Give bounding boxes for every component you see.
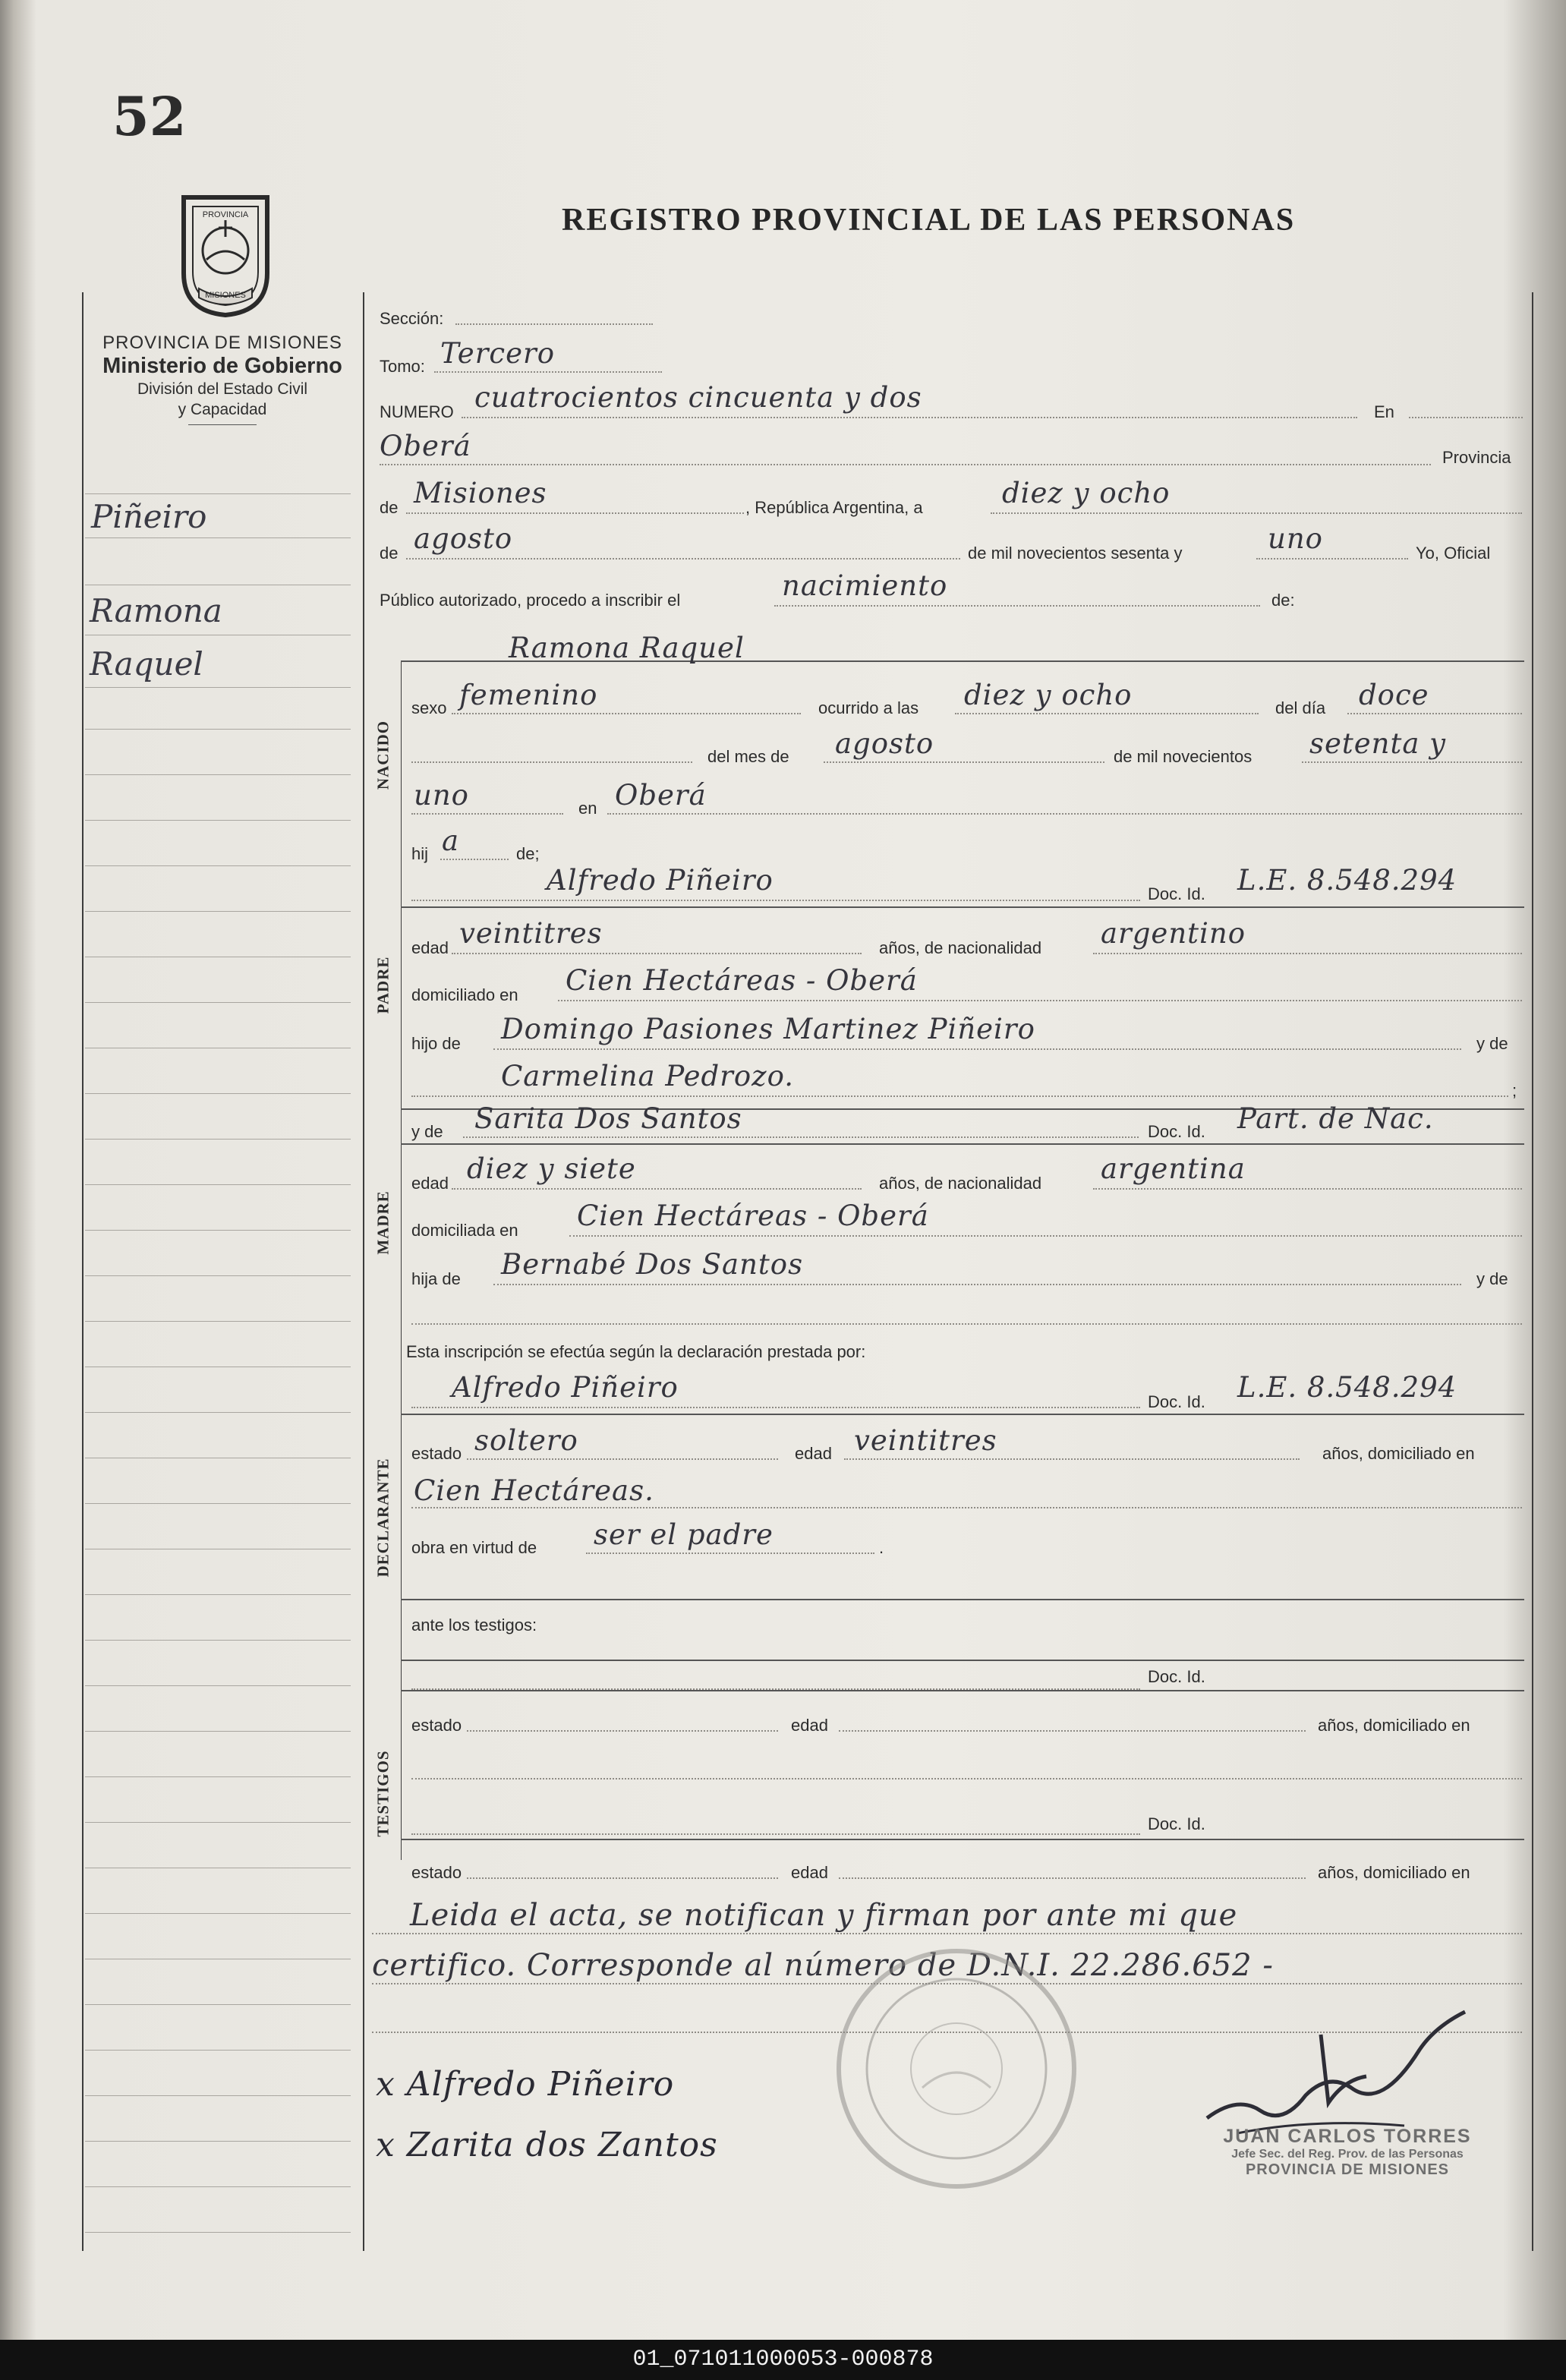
- declarante-obra-line: [586, 1553, 874, 1554]
- declarante-doc-value: L.E. 8.548.294: [1237, 1371, 1457, 1404]
- margin-rule: [85, 865, 351, 866]
- declarante-top-rule: [401, 1414, 1524, 1415]
- ante-label: ante los testigos:: [411, 1616, 537, 1634]
- margin-rule: [85, 774, 351, 775]
- declarante-nombre-line: [411, 1407, 1140, 1408]
- margin-rule: [85, 1776, 351, 1777]
- testigo1-estado-line: [467, 1730, 778, 1732]
- padre-edad-line: [452, 953, 862, 954]
- dia-line: [1347, 713, 1522, 714]
- declarante-edad-line: [844, 1458, 1300, 1460]
- margin-rule: [85, 1913, 351, 1914]
- padre-nacionalidad-value: argentino: [1101, 917, 1246, 950]
- hij-label: hij: [411, 844, 429, 863]
- de-semi-label: de;: [516, 844, 540, 863]
- provincia-label: Provincia: [1442, 448, 1511, 467]
- tomo-value: Tercero: [440, 337, 555, 370]
- firma-padre: x Alfredo Piñeiro: [376, 2065, 675, 2104]
- margin-rule: [85, 1002, 351, 1003]
- padre-edad-value: veintitres: [459, 917, 603, 950]
- form-right-border: [1532, 292, 1533, 2251]
- margin-rule: [85, 1594, 351, 1595]
- margin-first-name: Ramona: [90, 592, 222, 629]
- madre-nombre-value: Sarita Dos Santos: [474, 1102, 742, 1135]
- office-header: [82, 333, 363, 425]
- padre-domicilio-line: [558, 1000, 1522, 1001]
- margin-rule: [85, 2004, 351, 2005]
- declarante-edad-value: veintitres: [854, 1424, 997, 1457]
- anio-nacido-line: [1302, 761, 1522, 763]
- madre-padre-line: [493, 1284, 1461, 1285]
- anio-line: [1256, 558, 1408, 560]
- testigo1-edad-line: [839, 1730, 1306, 1732]
- padre-section-label: PADRE: [373, 956, 392, 1014]
- declarante-domicilio-value: Cien Hectáreas.: [414, 1474, 654, 1507]
- madre-madre-line: [411, 1323, 1522, 1325]
- declarante-obra-value: ser el padre: [594, 1518, 774, 1551]
- declarante-section-label: DECLARANTE: [373, 1458, 392, 1578]
- ocurrido-label: ocurrido a las: [818, 698, 919, 717]
- del-dia-label: del día: [1275, 698, 1326, 717]
- firma-madre: x Zarita dos Zantos: [376, 2126, 718, 2164]
- officer-stamp: [1192, 2126, 1503, 2179]
- testigo2-estado-label: estado: [411, 1863, 462, 1882]
- fecha-mes-line: [406, 558, 960, 560]
- anio-nacido-value: setenta y: [1309, 727, 1447, 760]
- left-margin-border: [82, 292, 83, 2251]
- testigos-top-rule: [401, 1660, 1524, 1661]
- lugar-nacido-value: Oberá: [615, 779, 707, 812]
- margin-rule: [85, 911, 351, 912]
- official-stamp-icon: [831, 1943, 1082, 2194]
- tomo-line: [434, 371, 662, 373]
- de-colon-label: de:: [1271, 591, 1295, 610]
- testigo1-edad-label: edad: [791, 1716, 828, 1735]
- tomo-label: Tomo:: [380, 357, 425, 376]
- margin-rule: [85, 1230, 351, 1231]
- margin-rule: [85, 729, 351, 730]
- acto-value: nacimiento: [782, 569, 948, 602]
- mes-value: agosto: [835, 727, 934, 760]
- division-name: División del Estado Civil: [137, 380, 308, 398]
- margin-rule: [85, 2095, 351, 2096]
- madre-domicilio-label: domiciliada en: [411, 1221, 518, 1240]
- hora-line: [955, 713, 1259, 714]
- madre-nac-label: años, de nacionalidad: [879, 1174, 1042, 1193]
- margin-second-name: Raquel: [90, 645, 203, 682]
- testigo2-doc-label: Doc. Id.: [1148, 1814, 1205, 1833]
- margin-rule: [85, 1822, 351, 1823]
- testigo2-estado-line: [467, 1877, 778, 1879]
- provincia-value-line: [406, 512, 744, 514]
- margin-rule: [85, 687, 351, 688]
- padre-y-de-label: y de: [1476, 1034, 1508, 1053]
- testigo1-anios-label: años, domiciliado en: [1318, 1716, 1470, 1735]
- margin-rule: [85, 1275, 351, 1276]
- margin-rule: [85, 537, 351, 538]
- de-mes-label: de: [380, 544, 399, 563]
- testigos-section-label: TESTIGOS: [373, 1750, 392, 1837]
- madre-edad-line: [452, 1188, 862, 1190]
- testigo1-doc-label: Doc. Id.: [1148, 1667, 1205, 1686]
- testigo2-rule: [401, 1839, 1524, 1840]
- madre-y-de-label: y de: [411, 1122, 443, 1141]
- sexo-value: femenino: [459, 679, 598, 711]
- seal-top-text: PROVINCIA: [202, 210, 249, 219]
- madre-padre-value: Bernabé Dos Santos: [501, 1248, 804, 1281]
- padre-madre-value: Carmelina Pedrozo.: [501, 1060, 795, 1092]
- declarante-estado-line: [467, 1458, 778, 1460]
- anio-nacido-value-2: uno: [414, 779, 469, 812]
- declarante-nombre-value: Alfredo Piñeiro: [452, 1371, 679, 1404]
- cierre-linea1: Leida el acta, se notifican y firman por ante mi que: [410, 1898, 1238, 1933]
- officer-title: Jefe Sec. del Reg. Prov. de las Personas: [1231, 2148, 1464, 2161]
- seal-bottom-text: MISIONES: [205, 291, 246, 300]
- padre-doc-value: L.E. 8.548.294: [1237, 864, 1457, 897]
- madre-doc-value: Part. de Nac.: [1237, 1102, 1434, 1135]
- cierre-line1: [372, 1933, 1522, 1934]
- declarante-obra-label: obra en virtud de: [411, 1538, 537, 1557]
- sexo-line: [452, 713, 801, 714]
- declarante-edad-label: edad: [795, 1444, 832, 1463]
- seccion-label: Sección:: [380, 309, 444, 328]
- division-name-2: y Capacidad: [178, 401, 267, 418]
- madre-nombre-line: [463, 1136, 1139, 1138]
- page-title: REGISTRO PROVINCIAL DE LAS PERSONAS: [562, 203, 1296, 238]
- inscripcion-label: Esta inscripción se efectúa según la declaración prestada por:: [406, 1342, 866, 1361]
- republica-label: , República Argentina, a: [745, 498, 923, 517]
- nacido-section-label: NACIDO: [373, 720, 392, 790]
- hij-suffix-value: a: [442, 824, 460, 857]
- testigo2-edad-line: [839, 1877, 1306, 1879]
- margin-rule: [85, 1640, 351, 1641]
- madre-nacionalidad-line: [1093, 1188, 1522, 1190]
- padre-domicilio-label: domiciliado en: [411, 985, 518, 1004]
- padre-semicolon: ;: [1512, 1081, 1517, 1100]
- provincia-value: Misiones: [414, 477, 547, 509]
- padre-hijo-label: hijo de: [411, 1034, 461, 1053]
- margin-rule: [85, 820, 351, 821]
- form-left-border: [363, 292, 364, 2251]
- declarante-period: .: [879, 1538, 884, 1557]
- madre-domicilio-value: Cien Hectáreas - Oberá: [577, 1199, 929, 1232]
- madre-nacionalidad-value: argentina: [1101, 1152, 1246, 1185]
- declarante-anios-label: años, domiciliado en: [1322, 1444, 1475, 1463]
- padre-doc-label: Doc. Id.: [1148, 884, 1205, 903]
- margin-rule: [85, 1184, 351, 1185]
- padre-nac-label: años, de nacionalidad: [879, 938, 1042, 957]
- margin-rule: [85, 1093, 351, 1094]
- ministry-name: Ministerio de Gobierno: [102, 354, 342, 378]
- padre-nacionalidad-line: [1093, 953, 1522, 954]
- en-nacido-label: en: [578, 799, 597, 818]
- numero-line: [462, 417, 1357, 418]
- declarante-estado-value: soltero: [474, 1424, 578, 1457]
- seccion-line: [455, 323, 653, 325]
- nacido-nombre-value: Ramona Raquel: [509, 632, 745, 664]
- declarante-doc-label: Doc. Id.: [1148, 1392, 1205, 1411]
- office-rule: [188, 424, 257, 425]
- de-label: de: [380, 498, 399, 517]
- anio-nacido-line-2: [411, 813, 563, 815]
- margin-rule: [85, 1731, 351, 1732]
- en-label: En: [1374, 402, 1394, 421]
- madre-top-rule: [401, 1143, 1524, 1145]
- margin-rule: [85, 493, 351, 494]
- province-name: PROVINCIA DE MISIONES: [102, 333, 342, 353]
- testigo2-edad-label: edad: [791, 1863, 828, 1882]
- officer-name: JUAN CARLOS TORRES: [1223, 2126, 1472, 2147]
- fecha-mes-value: agosto: [414, 522, 513, 555]
- margin-rule: [85, 1412, 351, 1413]
- hora-value: diez y ocho: [964, 679, 1133, 711]
- declarante-bottom-rule: [401, 1599, 1524, 1600]
- padre-madre-line: [411, 1095, 1508, 1097]
- madre-section-label: MADRE: [373, 1190, 392, 1255]
- margin-rule: [85, 1139, 351, 1140]
- padre-padre-value: Domingo Pasiones Martinez Piñeiro: [501, 1013, 1035, 1045]
- cierre-linea2: certifico. Corresponde al número de D.N.I. 22.286.652 -: [372, 1948, 1274, 1983]
- margin-rule: [85, 2232, 351, 2233]
- padre-top-rule: [401, 906, 1524, 908]
- fecha-dia-line: [991, 512, 1522, 514]
- margin-rule: [85, 2141, 351, 2142]
- officer-signature-icon: [1192, 2004, 1480, 2141]
- numero-value: cuatrocientos cincuenta y dos: [474, 381, 922, 414]
- margin-surname: Piñeiro: [91, 498, 207, 535]
- fecha-dia-value: diez y ocho: [1002, 477, 1171, 509]
- mes-pre-line: [411, 761, 692, 763]
- madre-edad-value: diez y siete: [467, 1152, 636, 1185]
- madre-hija-label: hija de: [411, 1269, 461, 1288]
- en-value: Oberá: [380, 430, 471, 462]
- en-line: [1409, 417, 1523, 418]
- padre-padre-line: [493, 1048, 1461, 1050]
- sexo-label: sexo: [411, 698, 447, 717]
- lugar-nacido-line: [607, 813, 1522, 815]
- image-caption: 01_071011000053-000878: [0, 2340, 1566, 2380]
- margin-rule: [85, 2186, 351, 2187]
- declarante-domicilio-line: [411, 1507, 1522, 1508]
- padre-edad-label: edad: [411, 938, 449, 957]
- acto-line: [774, 605, 1260, 607]
- padre-nombre-line: [411, 900, 1140, 901]
- testigo2-nombre-line: [411, 1833, 1140, 1835]
- margin-rule: [85, 1685, 351, 1686]
- de-mil-label: de mil novecientos sesenta y: [968, 544, 1183, 563]
- madre-y-de-label-2: y de: [1476, 1269, 1508, 1288]
- numero-label: NUMERO: [380, 402, 454, 421]
- testigo1-estado-label: estado: [411, 1716, 462, 1735]
- testigo2-anios-label: años, domiciliado en: [1318, 1863, 1470, 1882]
- declarante-estado-label: estado: [411, 1444, 462, 1463]
- margin-rule: [85, 1503, 351, 1504]
- section-divider-line: [401, 660, 402, 1860]
- del-mes-label: del mes de: [707, 747, 789, 766]
- hij-line: [440, 859, 509, 860]
- provincia-line: [380, 464, 1431, 465]
- madre-edad-label: edad: [411, 1174, 449, 1193]
- margin-rule: [85, 2050, 351, 2051]
- padre-domicilio-value: Cien Hectáreas - Oberá: [566, 964, 918, 997]
- madre-doc-label: Doc. Id.: [1148, 1122, 1205, 1141]
- publico-label: Público autorizado, procedo a inscribir el: [380, 591, 681, 610]
- yo-oficial-label: Yo, Oficial: [1416, 544, 1491, 563]
- de-mil-nov-label: de mil novecientos: [1114, 747, 1252, 766]
- dia-value: doce: [1359, 679, 1429, 711]
- mes-line: [824, 761, 1104, 763]
- testigo1-domicilio-line: [411, 1778, 1522, 1779]
- provincial-seal-icon: [169, 190, 282, 319]
- page-number: 52: [112, 85, 187, 148]
- padre-nombre-value: Alfredo Piñeiro: [547, 864, 774, 897]
- anio-value: uno: [1268, 522, 1323, 555]
- madre-domicilio-line: [569, 1235, 1522, 1237]
- margin-rule: [85, 1321, 351, 1322]
- testigo1-rule: [401, 1690, 1524, 1691]
- officer-province: PROVINCIA DE MISIONES: [1245, 2161, 1450, 2178]
